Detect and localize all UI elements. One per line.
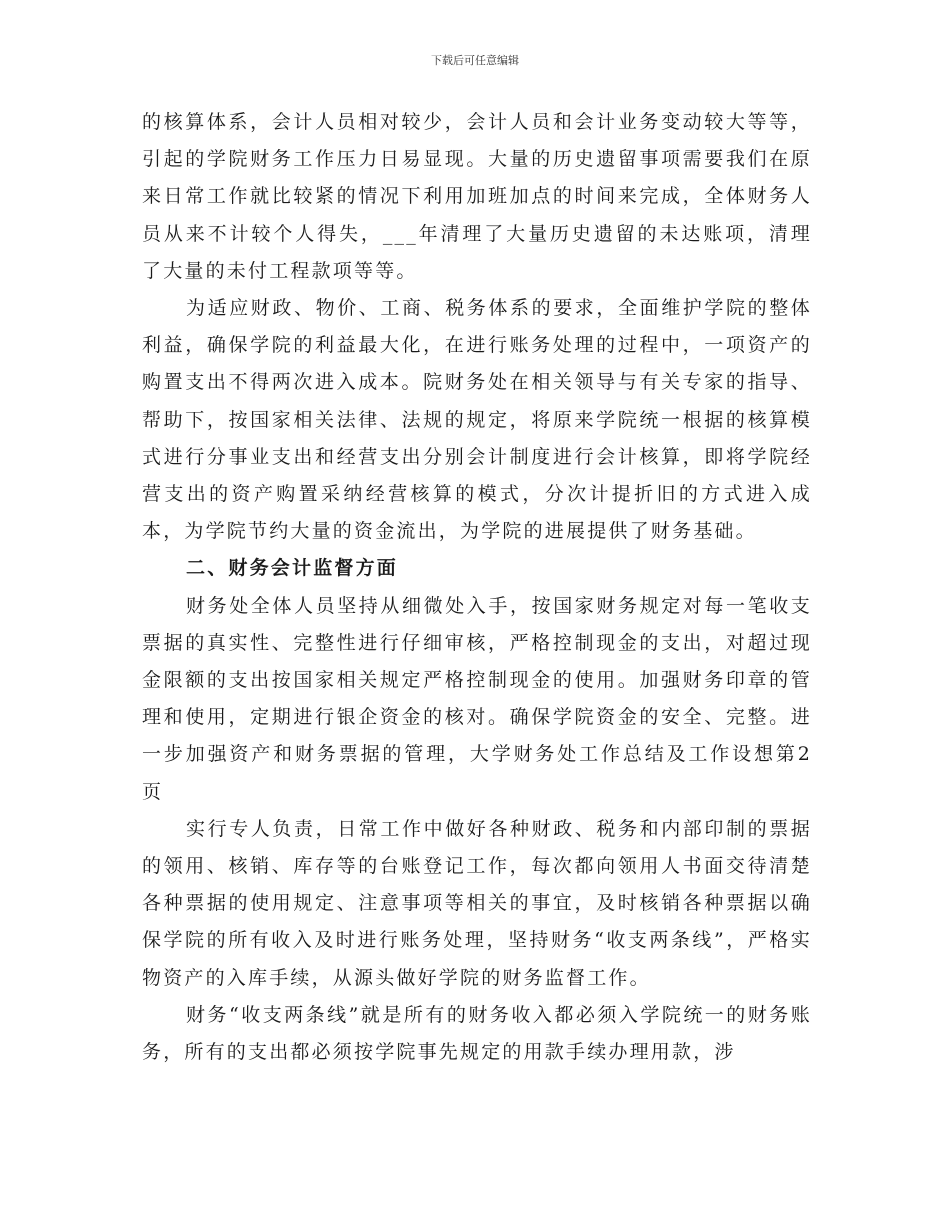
- paragraph-supervision: 财务处全体人员坚持从细微处入手，按国家财务规定对每一笔收支票据的真实性、完整性进行仔细审核，严格控制现金的支出，对超过现金限额的支出按国家相关规定严格控制现金的使用。加强财务印章的管理和使用，定期进行银企资金的核对。确保学院资金的安全、完整。进一步加强资产和财务票据的管理，大学财务处工作总结及工作设想第2页: [142, 594, 812, 803]
- paragraph-accounting-system: 为适应财政、物价、工商、税务体系的要求，全面维护学院的整体利益，确保学院的利益最大化，在进行账务处理的过程中，一项资产的购置支出不得两次进入成本。院财务处在相关领导与有关专家的指导、帮助下，按国家相关法律、法规的规定，将原来学院统一根据的核算模式进行分事业支出和经营支出分别会计制度进行会计核算，即将学院经营支出的资产购置采纳经营核算的模式，分次计提折旧的方式进入成本，为学院节约大量的资金流出，为学院的进展提供了财务基础。: [142, 297, 812, 543]
- paragraph-continuation: 的核算体系，会计人员相对较少，会计人员和会计业务变动较大等等，引起的学院财务工作压力日易显现。大量的历史遗留事项需要我们在原来日常工作就比较紧的情况下利用加班加点的时间来完成，全体财务人员从来不计较个人得失，___年清理了大量历史遗留的未达账项，清理了大量的未付工程款项等等。: [142, 111, 812, 282]
- section-heading-supervision: 二、财务会计监督方面: [186, 557, 399, 580]
- paragraph-two-lines: 财务“收支两条线”就是所有的财务收入都必须入学院统一的财务账务，所有的支出都必须按学院事先规定的用款手续办理用款，涉: [142, 1003, 812, 1064]
- document-body: [142, 104, 812, 1071]
- paragraph-bill-management: 实行专人负责，日常工作中做好各种财政、税务和内部印制的票据的领用、核销、库存等的台账登记工作，每次都向领用人书面交待清楚各种票据的使用规定、注意事项等相关的事宜，及时核销各种票据以确保学院的所有收入及时进行账务处理，坚持财务“收支两条线”，严格实物资产的入库手续，从源头做好学院的财务监督工作。: [142, 817, 812, 989]
- page-header: 下载后可任意编辑: [431, 54, 519, 67]
